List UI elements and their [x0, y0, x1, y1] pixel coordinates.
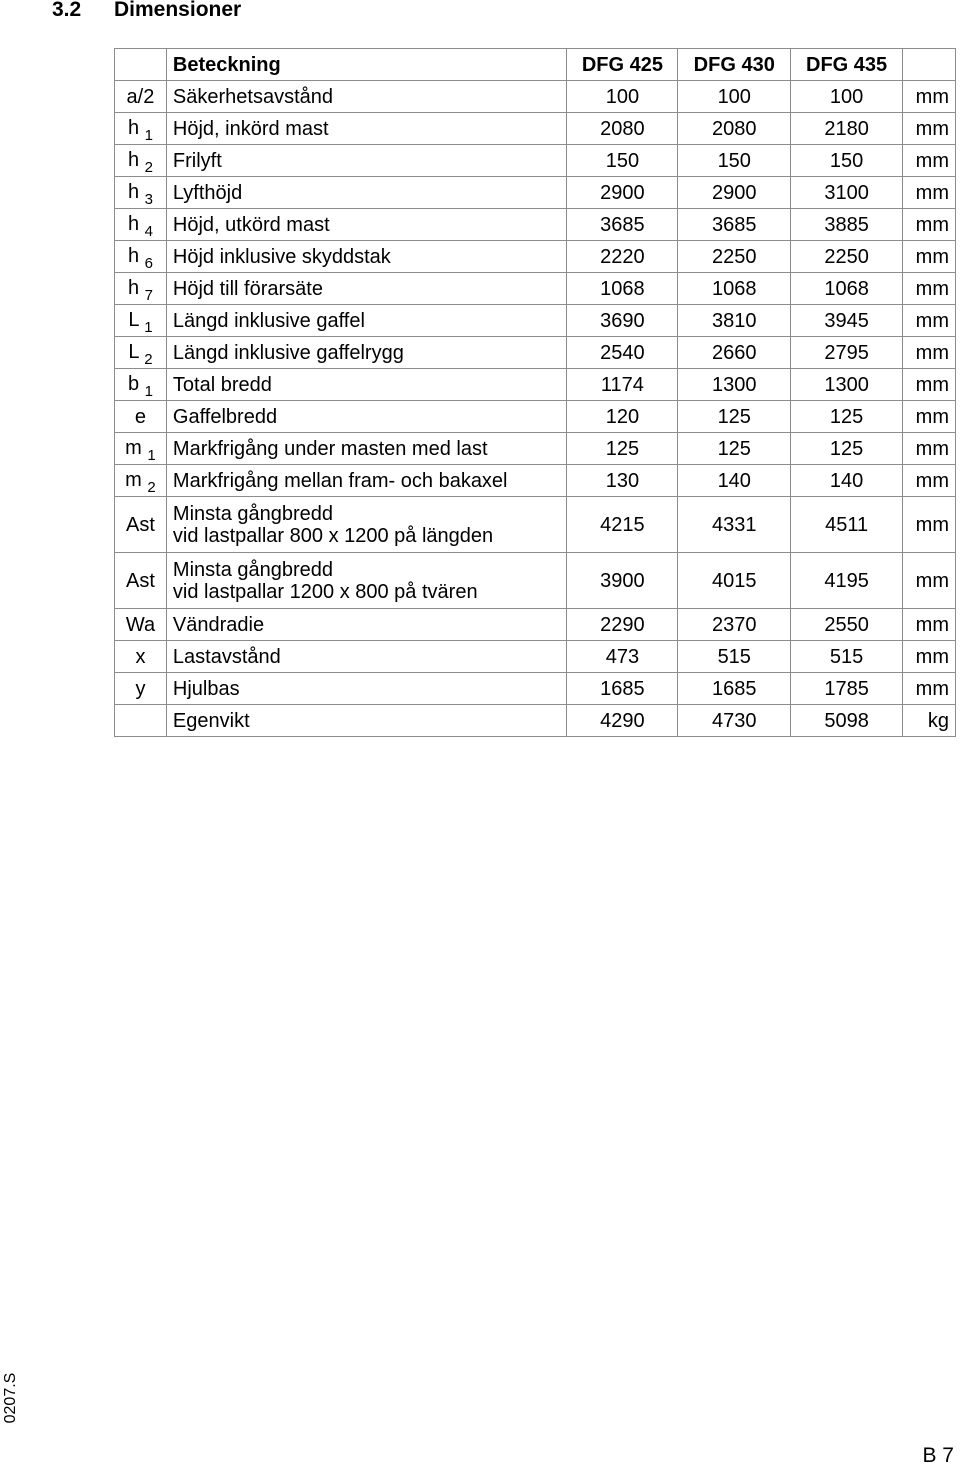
- symbol-cell: [115, 401, 167, 433]
- value-cell-model-2: 4730: [678, 705, 791, 737]
- symbol-subscript: 6: [144, 254, 153, 272]
- value-cell-model-2: 1300: [678, 369, 791, 401]
- table-row: [115, 401, 956, 433]
- table-row: [115, 305, 956, 337]
- symbol: L: [128, 340, 139, 363]
- value-cell-model-1: 1068: [567, 273, 678, 305]
- symbol: h: [127, 180, 140, 203]
- table-row: [115, 433, 956, 465]
- unit-cell: mm: [903, 273, 956, 305]
- symbol: h: [127, 244, 140, 267]
- value-cell-model-1: 2220: [567, 241, 678, 273]
- value-cell-model-3: 515: [791, 641, 903, 673]
- value-cell-model-1: 3685: [567, 209, 678, 241]
- table-row: [115, 553, 956, 609]
- unit-cell: mm: [903, 145, 956, 177]
- header-model-3: DFG 435: [791, 49, 903, 81]
- designation-cell: [166, 369, 567, 401]
- value-cell-model-3: 140: [791, 465, 903, 497]
- symbol-subscript: 3: [144, 190, 153, 208]
- designation-cell: [166, 177, 567, 209]
- table-row: [115, 337, 956, 369]
- unit-cell: mm: [903, 401, 956, 433]
- symbol-subscript: 1: [144, 382, 153, 400]
- designation-cell: [166, 553, 567, 609]
- symbol-cell: [115, 145, 167, 177]
- unit-cell: mm: [903, 553, 956, 609]
- symbol-cell: [115, 241, 167, 273]
- symbol: b: [127, 372, 140, 395]
- designation-cell: [166, 433, 567, 465]
- symbol: h: [127, 212, 140, 235]
- symbol: Ast: [126, 569, 155, 592]
- symbol-subscript: 2: [147, 478, 156, 496]
- designation-line: Gaffelbredd: [172, 405, 278, 428]
- symbol-cell: [115, 641, 167, 673]
- symbol: h: [127, 148, 140, 171]
- designation-line: Hjulbas: [172, 677, 240, 700]
- value-cell-model-3: 2250: [791, 241, 903, 273]
- value-cell-model-1: 4215: [567, 497, 678, 553]
- value-cell-model-2: 2080: [678, 113, 791, 145]
- table-body: [115, 81, 956, 737]
- designation-cell: [166, 401, 567, 433]
- header-model-2: DFG 430: [678, 49, 791, 81]
- symbol: m: [125, 468, 142, 491]
- table-row: [115, 177, 956, 209]
- designation-cell: [166, 305, 567, 337]
- unit-cell: mm: [903, 305, 956, 337]
- designation-line: Egenvikt: [172, 709, 250, 732]
- value-cell-model-3: 1300: [791, 369, 903, 401]
- designation-cell: [166, 145, 567, 177]
- value-cell-model-1: 473: [567, 641, 678, 673]
- designation-cell: [166, 113, 567, 145]
- designation-cell: [166, 705, 567, 737]
- symbol-subscript: 1: [144, 126, 153, 144]
- table-row: [115, 81, 956, 113]
- value-cell-model-1: 3690: [567, 305, 678, 337]
- value-cell-model-1: 2080: [567, 113, 678, 145]
- table-row: [115, 609, 956, 641]
- symbol: y: [135, 677, 146, 700]
- symbol-cell: [115, 81, 167, 113]
- unit-cell: mm: [903, 337, 956, 369]
- table-row: [115, 113, 956, 145]
- table-row: [115, 705, 956, 737]
- unit-cell: mm: [903, 113, 956, 145]
- symbol-subscript: 2: [144, 350, 153, 368]
- designation-cell: [166, 609, 567, 641]
- designation-line: Lastavstånd: [172, 645, 281, 668]
- unit-cell: mm: [903, 609, 956, 641]
- value-cell-model-2: 4331: [678, 497, 791, 553]
- designation-line: Minsta gångbredd: [172, 558, 334, 581]
- designation-line: Lyfthöjd: [172, 181, 243, 204]
- value-cell-model-2: 3810: [678, 305, 791, 337]
- value-cell-model-3: 5098: [791, 705, 903, 737]
- value-cell-model-1: 2290: [567, 609, 678, 641]
- unit-cell: mm: [903, 433, 956, 465]
- value-cell-model-2: 2660: [678, 337, 791, 369]
- value-cell-model-2: 140: [678, 465, 791, 497]
- symbol: h: [127, 116, 140, 139]
- symbol-cell: [115, 433, 167, 465]
- value-cell-model-1: 3900: [567, 553, 678, 609]
- table-row: [115, 209, 956, 241]
- unit-cell: mm: [903, 497, 956, 553]
- unit-cell: mm: [903, 209, 956, 241]
- symbol: e: [134, 405, 147, 428]
- value-cell-model-3: 4195: [791, 553, 903, 609]
- designation-cell: [166, 497, 567, 553]
- value-cell-model-1: 4290: [567, 705, 678, 737]
- symbol-cell: [115, 705, 167, 737]
- value-cell-model-2: 2250: [678, 241, 791, 273]
- symbol-subscript: 2: [144, 158, 153, 176]
- value-cell-model-1: 150: [567, 145, 678, 177]
- value-cell-model-1: 2540: [567, 337, 678, 369]
- header-symbol-cell: [115, 49, 167, 81]
- unit-cell: mm: [903, 81, 956, 113]
- symbol-subscript: 4: [144, 222, 153, 240]
- unit-cell: mm: [903, 641, 956, 673]
- symbol: h: [127, 276, 140, 299]
- symbol: m: [125, 436, 142, 459]
- unit-cell: mm: [903, 177, 956, 209]
- designation-line: Frilyft: [172, 149, 222, 172]
- designation-line: Markfrigång mellan fram- och bakaxel: [172, 469, 508, 492]
- table-row: [115, 641, 956, 673]
- table-header-row: [115, 49, 956, 81]
- value-cell-model-2: 1068: [678, 273, 791, 305]
- document-code-text: 0207.S: [2, 1372, 19, 1424]
- symbol-subscript: 7: [144, 286, 153, 304]
- value-cell-model-1: 1685: [567, 673, 678, 705]
- symbol: Wa: [125, 613, 156, 636]
- designation-line: vid lastpallar 1200 x 800 på tvären: [172, 580, 478, 603]
- table-row: [115, 497, 956, 553]
- value-cell-model-3: 100: [791, 81, 903, 113]
- section-title: Dimensioner: [114, 0, 242, 21]
- designation-line: Höjd, inkörd mast: [172, 117, 329, 140]
- unit-cell: mm: [903, 673, 956, 705]
- designation-line: Minsta gångbredd: [172, 502, 334, 525]
- value-cell-model-3: 1785: [791, 673, 903, 705]
- value-cell-model-3: 125: [791, 433, 903, 465]
- symbol-cell: [115, 553, 167, 609]
- unit-cell: mm: [903, 241, 956, 273]
- table-row: [115, 369, 956, 401]
- value-cell-model-3: 4511: [791, 497, 903, 553]
- symbol-subscript: 1: [144, 318, 153, 336]
- header-unit-cell: [903, 49, 956, 81]
- dimensions-table: [114, 48, 956, 737]
- symbol-cell: [115, 177, 167, 209]
- symbol-cell: [115, 369, 167, 401]
- symbol-cell: [115, 465, 167, 497]
- value-cell-model-1: 2900: [567, 177, 678, 209]
- value-cell-model-3: 2180: [791, 113, 903, 145]
- header-designation: Beteckning: [166, 49, 567, 81]
- value-cell-model-2: 3685: [678, 209, 791, 241]
- value-cell-model-2: 100: [678, 81, 791, 113]
- page-number: B 7: [922, 1444, 954, 1467]
- value-cell-model-2: 1685: [678, 673, 791, 705]
- designation-cell: [166, 337, 567, 369]
- section-heading: [52, 0, 241, 22]
- value-cell-model-3: 125: [791, 401, 903, 433]
- value-cell-model-2: 2370: [678, 609, 791, 641]
- unit-cell: mm: [903, 369, 956, 401]
- value-cell-model-2: 125: [678, 401, 791, 433]
- table-row: [115, 273, 956, 305]
- designation-cell: [166, 673, 567, 705]
- unit-cell: kg: [903, 705, 956, 737]
- symbol: x: [135, 645, 146, 668]
- value-cell-model-3: 2550: [791, 609, 903, 641]
- value-cell-model-3: 3885: [791, 209, 903, 241]
- value-cell-model-2: 125: [678, 433, 791, 465]
- designation-line: Höjd inklusive skyddstak: [172, 245, 391, 268]
- designation-line: Höjd, utkörd mast: [172, 213, 330, 236]
- table-row: [115, 465, 956, 497]
- value-cell-model-3: 150: [791, 145, 903, 177]
- document-code: [2, 1368, 20, 1428]
- designation-line: Höjd till förarsäte: [172, 277, 323, 300]
- value-cell-model-1: 130: [567, 465, 678, 497]
- value-cell-model-3: 3100: [791, 177, 903, 209]
- designation-line: Längd inklusive gaffel: [172, 309, 365, 332]
- designation-line: Vändradie: [172, 613, 265, 636]
- symbol-subscript: 1: [147, 446, 156, 464]
- value-cell-model-1: 100: [567, 81, 678, 113]
- symbol-cell: [115, 209, 167, 241]
- value-cell-model-2: 515: [678, 641, 791, 673]
- symbol: a/2: [126, 85, 155, 108]
- designation-line: Markfrigång under masten med last: [172, 437, 488, 460]
- designation-cell: [166, 241, 567, 273]
- symbol-cell: [115, 673, 167, 705]
- designation-cell: [166, 209, 567, 241]
- symbol-cell: [115, 305, 167, 337]
- value-cell-model-2: 150: [678, 145, 791, 177]
- symbol-cell: [115, 273, 167, 305]
- value-cell-model-3: 2795: [791, 337, 903, 369]
- designation-cell: [166, 273, 567, 305]
- value-cell-model-1: 125: [567, 433, 678, 465]
- value-cell-model-2: 4015: [678, 553, 791, 609]
- value-cell-model-1: 1174: [567, 369, 678, 401]
- symbol-cell: [115, 497, 167, 553]
- symbol-cell: [115, 337, 167, 369]
- designation-line: Total bredd: [172, 373, 272, 396]
- unit-cell: mm: [903, 465, 956, 497]
- symbol-cell: [115, 609, 167, 641]
- table-row: [115, 241, 956, 273]
- designation-cell: [166, 81, 567, 113]
- designation-cell: [166, 641, 567, 673]
- symbol: L: [128, 308, 139, 331]
- value-cell-model-3: 1068: [791, 273, 903, 305]
- designation-line: vid lastpallar 800 x 1200 på längden: [172, 524, 494, 547]
- header-model-1: DFG 425: [567, 49, 678, 81]
- table-row: [115, 145, 956, 177]
- symbol-cell: [115, 113, 167, 145]
- value-cell-model-3: 3945: [791, 305, 903, 337]
- table-row: [115, 673, 956, 705]
- designation-line: Längd inklusive gaffelrygg: [172, 341, 404, 364]
- designation-line: Säkerhetsavstånd: [172, 85, 334, 108]
- value-cell-model-2: 2900: [678, 177, 791, 209]
- value-cell-model-1: 120: [567, 401, 678, 433]
- section-number: 3.2: [52, 0, 82, 21]
- symbol: Ast: [126, 513, 155, 536]
- designation-cell: [166, 465, 567, 497]
